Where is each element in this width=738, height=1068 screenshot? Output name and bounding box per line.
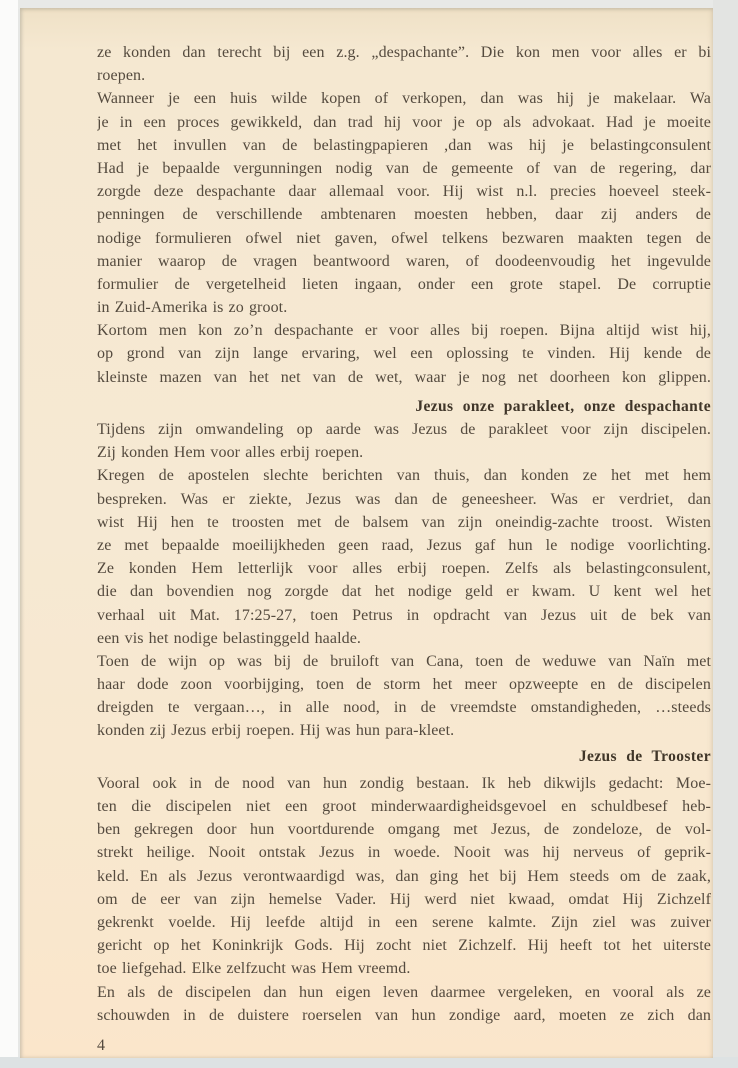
text-line: haar dode zoon voorbijging, toen de storm het meer opzweepte en de discipelen bbox=[97, 676, 711, 694]
text-line: toe liefgehad. Elke zelfzucht was Hem vreemd. bbox=[97, 960, 411, 978]
text-line: formulier de vergetelheid lieten ingaan, onder een grote stapel. De corruptie bbox=[97, 275, 711, 293]
text-line: met het invullen van de belastingpapieren ,dan was hij je belastingconsulent bbox=[97, 136, 711, 154]
paragraph bbox=[97, 464, 711, 650]
text-line: keld. En als Jezus verontwaardigd was, dan ging het bij Hem steeds om de zaak, bbox=[97, 867, 711, 885]
text-line: Kregen de apostelen slechte berichten van thuis, dan konden ze het met hem bbox=[97, 467, 711, 485]
paragraph bbox=[97, 772, 711, 981]
text-line: dreigden te vergaan…, in alle nood, in de vreemdste omstandigheden, …steeds bbox=[97, 699, 711, 717]
text-line: op grond van zijn lange ervaring, wel een oplossing te vinden. Hij kende de bbox=[97, 345, 711, 363]
paragraph bbox=[97, 87, 711, 319]
text-line: verhaal uit Mat. 17:25-27, toen Petrus in opdracht van Jezus uit de bek van bbox=[97, 606, 711, 624]
paragraph bbox=[97, 41, 711, 87]
text-line: wist Hij hen te troosten met de balsem van zijn oneindig-zachte troost. Wisten bbox=[97, 513, 711, 531]
text-line: kleinste mazen van het net van de wet, waar je nog net doorheen kon glippen. bbox=[97, 368, 711, 386]
text-line: nodige formulieren ofwel niet gaven, ofwel telkens bezwaren maakten tegen de bbox=[97, 229, 711, 247]
text-line: in Zuid-Amerika is zo groot. bbox=[97, 299, 288, 317]
scan-edge-left bbox=[0, 0, 18, 1068]
paragraph bbox=[97, 981, 711, 1027]
section-heading: Jezus de Trooster bbox=[578, 747, 711, 765]
scan-edge-bottom bbox=[0, 1057, 738, 1068]
text-line: En als de discipelen dan hun eigen leven daarmee vergeleken, en vooral als ze bbox=[97, 983, 711, 1001]
text-line: ben gekregen door hun voortdurende omgang met Jezus, de zondeloze, de vol- bbox=[97, 821, 711, 839]
text-line: penningen de verschillende ambtenaren moesten hebben, daar zij anders de bbox=[97, 206, 711, 224]
text-line: Tijdens zijn omwandeling op aarde was Jezus de parakleet voor zijn discipelen. bbox=[97, 421, 711, 438]
page-text bbox=[97, 41, 711, 1057]
text-line: Kortom men kon zo’n despachante er voor alles bij roepen. Bijna altijd wist hij, bbox=[97, 322, 711, 340]
text-line: ze met bepaalde moeilijkheden geen raad, Jezus gaf hun le nodige voorlichting. bbox=[97, 536, 711, 554]
text-line: schouwden in de duistere roerselen van hun zondige aard, moeten ze zich dan bbox=[97, 1006, 711, 1024]
text-line: gericht op het Koninkrijk Gods. Hij zocht niet Zichzelf. Hij heeft tot het uiterste bbox=[97, 937, 711, 955]
paragraph bbox=[97, 319, 711, 389]
text-line: een vis het nodige belastinggeld haalde. bbox=[97, 629, 362, 647]
text-line: die dan bovendien nog zorgde dat het nodige geld er kwam. U kent wel het bbox=[97, 583, 711, 601]
paragraph bbox=[97, 418, 711, 464]
text-line: roepen. bbox=[97, 67, 146, 85]
page-number: 4 bbox=[97, 1036, 105, 1054]
text-line: om de eer van zijn hemelse Vader. Hij werd niet kwaad, omdat Hij Zichzelf bbox=[97, 890, 711, 908]
text-line: ten die discipelen niet een groot minderwaardigheidsgevoel en schuldbesef heb- bbox=[97, 798, 711, 815]
text-line: gekrenkt voelde. Hij leefde altijd in een serene kalmte. Zijn ziel was zuiver bbox=[97, 913, 711, 931]
text-line: Zij konden Hem voor alles erbij roepen. bbox=[97, 444, 364, 462]
text-blocks bbox=[97, 41, 711, 1027]
text-line: zorgde deze despachante daar allemaal voor. Hij wist n.l. precies hoeveel steek- bbox=[97, 183, 711, 201]
book-page bbox=[20, 8, 713, 1058]
paragraph bbox=[97, 650, 711, 743]
text-line: Toen de wijn op was bij de bruiloft van Cana, toen de weduwe van Naïn met bbox=[97, 652, 711, 670]
text-line: ze konden dan terecht bij een z.g. „despachante”. Die kon men voor alles er bi bbox=[97, 44, 711, 61]
scan-edge-right bbox=[713, 0, 738, 1068]
text-line: Wanneer je een huis wilde kopen of verkopen, dan was hij je makelaar. Wa bbox=[97, 90, 711, 108]
text-line: konden zij Jezus erbij roepen. Hij was hun para-kleet. bbox=[97, 722, 455, 740]
text-line: je in een proces gewikkeld, dan trad hij voor je op als advokaat. Had je moeite bbox=[97, 113, 711, 131]
text-line: Ze konden Hem letterlijk voor alles erbij roepen. Zelfs als belastingconsulent, bbox=[97, 560, 711, 578]
section-heading: Jezus onze parakleet, onze despachante bbox=[415, 397, 711, 415]
text-line: strekt heilige. Nooit ontstak Jezus in woede. Nooit was hij nerveus of geprik- bbox=[97, 844, 711, 862]
text-line: Had je bepaalde vergunningen nodig van de gemeente of van de regering, dar bbox=[97, 159, 711, 177]
text-line: Vooral ook in de nood van hun zondig bestaan. Ik heb dikwijls gedacht: Moe- bbox=[97, 774, 711, 792]
text-line: manier waarop de vragen beantwoord waren, of doodeenvoudig het ingevulde bbox=[97, 252, 711, 270]
text-line: bespreken. Was er ziekte, Jezus was dan de geneesheer. Was er verdriet, dan bbox=[97, 490, 711, 508]
